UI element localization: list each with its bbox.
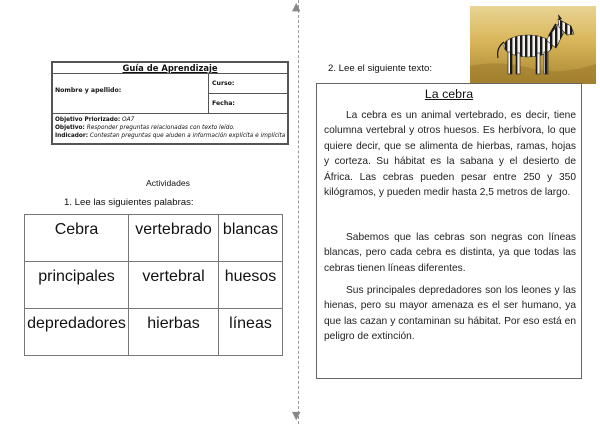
reading-paragraph: Sabemos que las cebras son negras con líneas blancas, pero cada cebra es distinta, ya que todas las cebras tienen líneas diferentes. xyxy=(324,232,576,274)
guide-title: Guía de Aprendizaje xyxy=(53,63,287,74)
objective-line: Objetivo: Responder preguntas relacionadas con texto leído. xyxy=(55,125,235,131)
word-cell: blancas xyxy=(219,215,283,262)
activities-heading: Actividades xyxy=(146,178,190,188)
objective-priority-line: Objetivo Priorizado: OA7 xyxy=(55,117,135,123)
reading-paragraph: Sus principales depredadores son los leones y las hienas, pero su mayor amenaza es el ser humano, ya que las cazan y contaminan su hábitat. Por eso está en peligro de extinción. xyxy=(324,285,576,343)
guide-header-card xyxy=(51,61,289,145)
fold-arrow-down-icon: ▼ xyxy=(292,409,301,422)
zebra-photo xyxy=(470,6,596,84)
word-cell: vertebral xyxy=(129,262,219,309)
word-cell: principales xyxy=(25,262,129,309)
word-grid xyxy=(24,214,283,356)
word-cell: líneas xyxy=(219,309,283,356)
word-cell: depredadores xyxy=(25,309,129,356)
page-fold-line xyxy=(298,0,299,424)
instruction-read-words: 1. Lee las siguientes palabras: xyxy=(64,197,194,208)
instruction-read-text: 2. Lee el siguiente texto: xyxy=(328,63,433,74)
date-field[interactable]: Fecha: xyxy=(212,100,235,107)
word-cell: Cebra xyxy=(25,215,129,262)
reading-title: La cebra xyxy=(424,87,474,101)
reading-text-box xyxy=(316,83,582,379)
word-cell: vertebrado xyxy=(129,215,219,262)
fold-arrow-up-icon: ▲ xyxy=(292,0,301,13)
word-cell: huesos xyxy=(219,262,283,309)
word-cell: hierbas xyxy=(129,309,219,356)
reading-paragraph: La cebra es un animal vertebrado, es decir, tiene columna vertebral y otros huesos. Es herbívora, lo que quiere decir, que se alimenta de hierbas, ramas, hojas y corteza. Su hábitat es la sabana y el desierto de África. Las cebras pueden pesar entre 250 y 350 kilógramos, y pueden medir hasta 2,5 metros de largo. xyxy=(324,110,576,199)
word-row xyxy=(25,262,283,309)
word-row xyxy=(25,215,283,262)
student-info-row xyxy=(53,74,287,114)
course-field[interactable]: Curso: xyxy=(209,74,287,94)
objectives-block xyxy=(55,116,287,140)
name-field[interactable]: Nombre y apellido: xyxy=(53,74,209,114)
indicator-line: Indicador: Contestan preguntas que aluden a información explícita e implícita xyxy=(55,133,286,139)
word-row xyxy=(25,309,283,356)
